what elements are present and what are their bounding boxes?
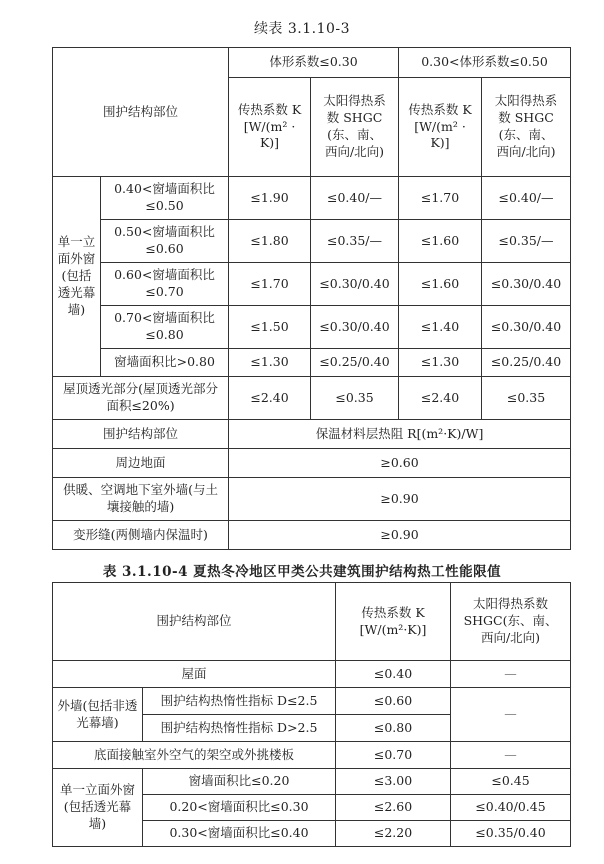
k-value: ≤1.40 [399, 306, 482, 349]
table-row [53, 177, 571, 220]
k-value: ≤2.60 [336, 795, 451, 821]
header-shape-coef-a: 体形系数≤0.30 [229, 48, 399, 78]
shgc-value: ≤0.30/0.40 [482, 263, 571, 306]
roof-skylight-label: 屋顶透光部分(屋顶透光部分面积≤20%) [53, 377, 229, 420]
window-ratio-cond: 0.60<窗墙面积比≤0.70 [101, 263, 229, 306]
wall-group-label: 外墙(包括非透光幕墙) [53, 688, 143, 742]
window-ratio-cond: 0.70<窗墙面积比≤0.80 [101, 306, 229, 349]
k-value: ≤0.40 [336, 661, 451, 688]
table-3-1-10-4-title: 表 3.1.10-4 夏热冬冷地区甲类公共建筑围护结构热工性能限值 [102, 564, 502, 580]
table-row [53, 478, 571, 521]
header-shgc-a: 太阳得热系 数 SHGC (东、南、 西向/北向) [311, 78, 399, 177]
k-value: ≤1.80 [229, 220, 311, 263]
shgc-value: ≤0.25/0.40 [311, 349, 399, 377]
r-header-part: 围护结构部位 [53, 420, 229, 449]
k-value: ≤1.70 [399, 177, 482, 220]
wall-cond: 围护结构热惰性指标 D>2.5 [143, 715, 336, 742]
header-enclosure-part: 围护结构部位 [53, 48, 229, 177]
shgc-value: ≤0.35/— [311, 220, 399, 263]
shgc-value: ≤0.45 [451, 769, 571, 795]
k-value: ≤1.60 [399, 220, 482, 263]
r-header-row [53, 420, 571, 449]
k-value: ≤0.60 [336, 688, 451, 715]
table-3-1-10-4 [52, 582, 571, 847]
window-ratio-cond: 0.30<窗墙面积比≤0.40 [143, 821, 336, 847]
table-row [53, 661, 571, 688]
shgc-value: ≤0.35 [482, 377, 571, 420]
table-row [53, 521, 571, 550]
table-row [53, 769, 571, 795]
shgc-value: ≤0.35/— [482, 220, 571, 263]
window-ratio-cond: 0.40<窗墙面积比≤0.50 [101, 177, 229, 220]
table-row [53, 306, 571, 349]
r-row-label: 变形缝(两侧墙内保温时) [53, 521, 229, 550]
shgc-value: ≤0.40/— [482, 177, 571, 220]
k-value: ≤1.50 [229, 306, 311, 349]
header-shape-coef-b: 0.30<体形系数≤0.50 [399, 48, 571, 78]
k-value: ≤3.00 [336, 769, 451, 795]
k-value: ≤2.40 [229, 377, 311, 420]
header-k-a: 传热系数 K [W/(m² · K)] [229, 78, 311, 177]
k-value: ≤2.20 [336, 821, 451, 847]
table-3-1-10-3-continued-title: 续表 3.1.10-3 [253, 21, 351, 37]
table-row [53, 742, 571, 769]
shgc-value: ≤0.30/0.40 [482, 306, 571, 349]
header-row [53, 583, 571, 661]
header-k-b: 传热系数 K [W/(m² · K)] [399, 78, 482, 177]
header-shgc-b: 太阳得热系 数 SHGC (东、南、 西向/北向) [482, 78, 571, 177]
r-row-label: 周边地面 [53, 449, 229, 478]
header-shgc: 太阳得热系数 SHGC(东、南、 西向/北向) [451, 583, 571, 661]
shgc-value: ≤0.35/0.40 [451, 821, 571, 847]
header-enclosure-part: 围护结构部位 [53, 583, 336, 661]
k-value: ≤1.30 [229, 349, 311, 377]
r-header-value: 保温材料层热阻 R[(m²·K)/W] [229, 420, 571, 449]
shgc-value: ≤0.35 [311, 377, 399, 420]
window-ratio-cond: 窗墙面积比≤0.20 [143, 769, 336, 795]
k-value: ≤1.70 [229, 263, 311, 306]
shgc-value: ≤0.40/— [311, 177, 399, 220]
window-ratio-cond: 0.50<窗墙面积比≤0.60 [101, 220, 229, 263]
shgc-value: ≤0.30/0.40 [311, 306, 399, 349]
shgc-value: — [451, 688, 571, 742]
r-row-label: 供暖、空调地下室外墙(与土壤接触的墙) [53, 478, 229, 521]
k-value: ≤1.60 [399, 263, 482, 306]
shgc-value: ≤0.30/0.40 [311, 263, 399, 306]
shgc-value: — [451, 742, 571, 769]
shgc-value: ≤0.40/0.45 [451, 795, 571, 821]
shgc-value: ≤0.25/0.40 [482, 349, 571, 377]
k-value: ≤1.30 [399, 349, 482, 377]
table-row [53, 688, 571, 715]
table-row [53, 349, 571, 377]
table-3-1-10-3 [52, 47, 571, 550]
window-ratio-cond: 0.20<窗墙面积比≤0.30 [143, 795, 336, 821]
r-row-value: ≥0.60 [229, 449, 571, 478]
r-row-value: ≥0.90 [229, 521, 571, 550]
window-group-label: 单一立面外窗(包括透光幕墙) [53, 769, 143, 847]
table-row [53, 449, 571, 478]
roof-label: 屋面 [53, 661, 336, 688]
shgc-value: — [451, 661, 571, 688]
table-row [53, 263, 571, 306]
k-value: ≤0.80 [336, 715, 451, 742]
header-row-1 [53, 48, 571, 78]
k-value: ≤1.90 [229, 177, 311, 220]
wall-cond: 围护结构热惰性指标 D≤2.5 [143, 688, 336, 715]
window-group-label: 单一立面外窗(包括透光幕墙) [53, 177, 101, 377]
header-k: 传热系数 K [W/(m²·K)] [336, 583, 451, 661]
k-value: ≤2.40 [399, 377, 482, 420]
floor-label: 底面接触室外空气的架空或外挑楼板 [53, 742, 336, 769]
window-ratio-cond: 窗墙面积比>0.80 [101, 349, 229, 377]
table-row [53, 377, 571, 420]
r-row-value: ≥0.90 [229, 478, 571, 521]
table-row [53, 220, 571, 263]
k-value: ≤0.70 [336, 742, 451, 769]
